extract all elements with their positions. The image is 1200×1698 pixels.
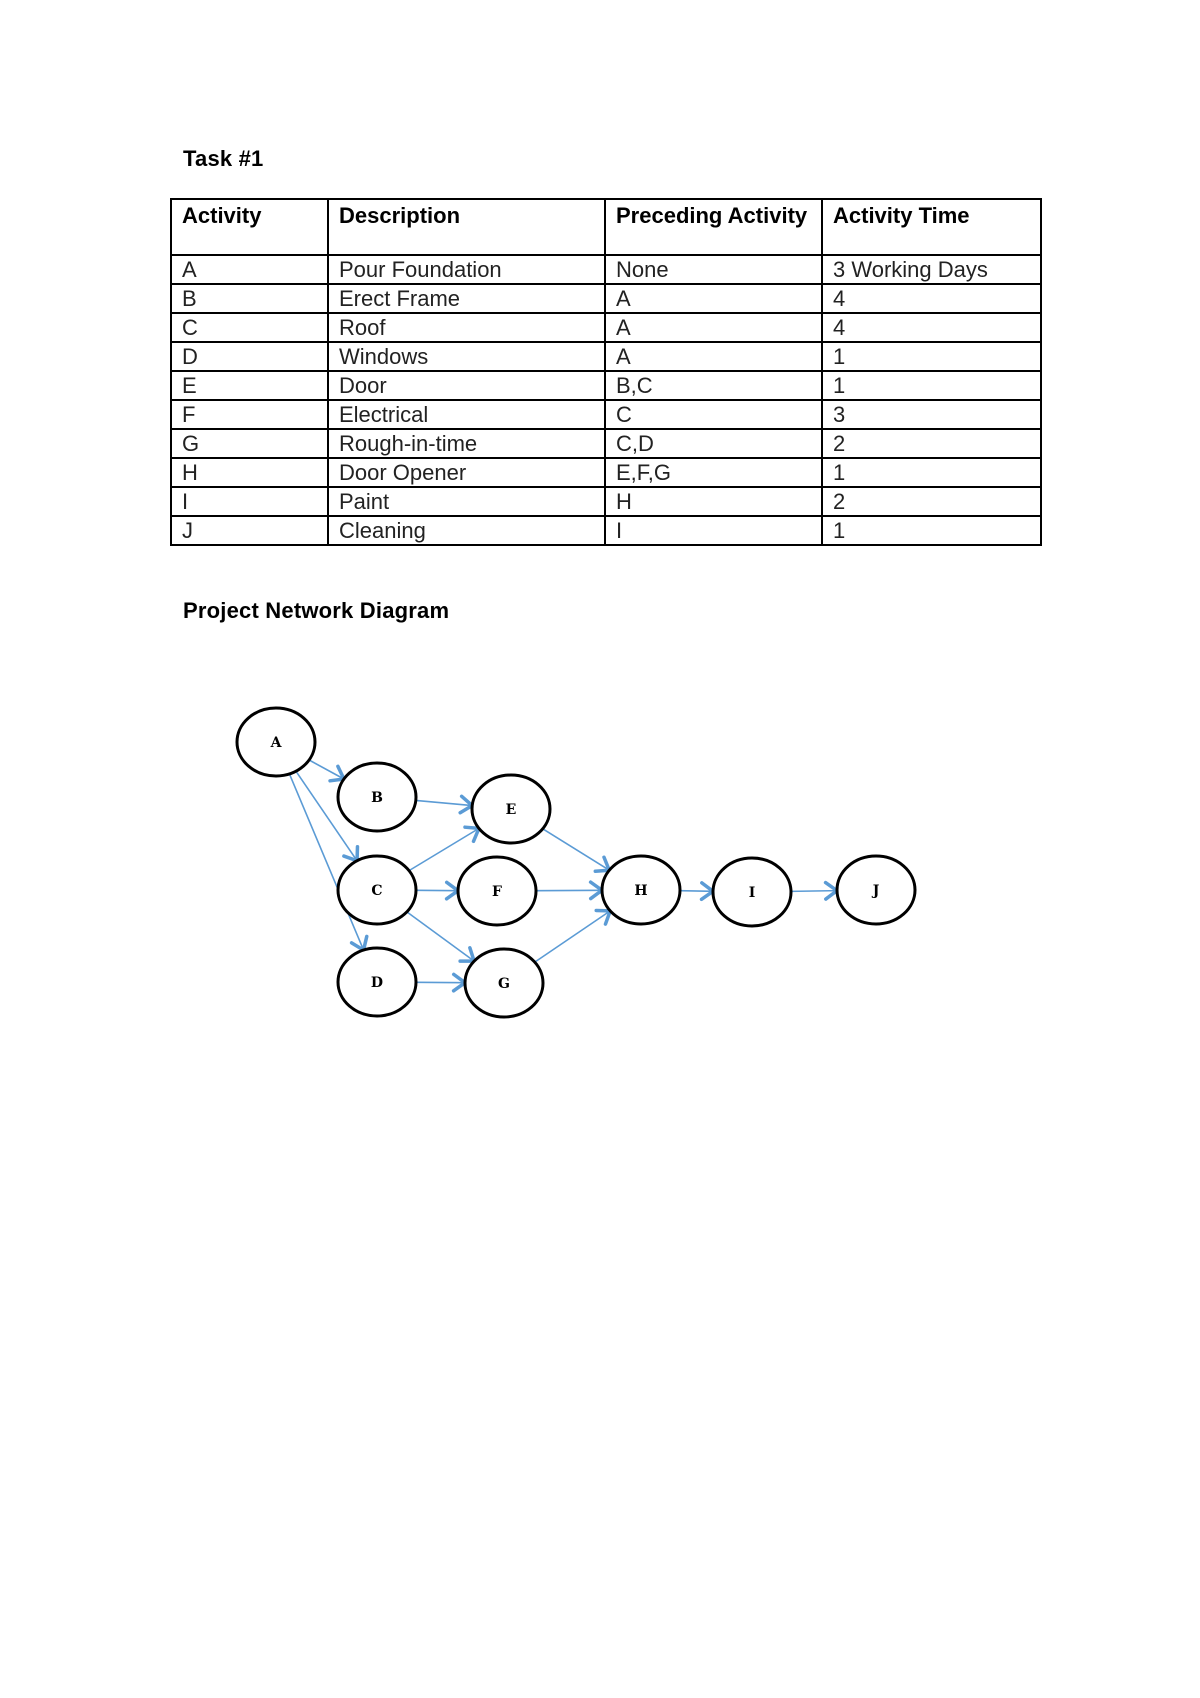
cell-description: Door Opener xyxy=(328,458,605,487)
diagram-heading: Project Network Diagram xyxy=(183,598,450,623)
edge-a-b xyxy=(309,760,344,781)
arrowhead xyxy=(330,766,344,780)
header-preceding-activity: Preceding Activity xyxy=(605,199,822,255)
cell-description: Windows xyxy=(328,342,605,371)
node-label: I xyxy=(748,885,756,901)
cell-activity: C xyxy=(171,313,328,342)
cell-time: 4 xyxy=(822,313,1041,342)
cell-time: 1 xyxy=(822,516,1041,545)
cell-activity: E xyxy=(171,371,328,400)
cell-time: 2 xyxy=(822,429,1041,458)
cell-description: Electrical xyxy=(328,400,605,429)
cell-activity: D xyxy=(171,342,328,371)
node-label: D xyxy=(370,975,384,991)
node-j xyxy=(837,856,915,924)
edge-line xyxy=(791,891,837,892)
edge-line xyxy=(409,828,479,870)
cell-description: Door xyxy=(328,371,605,400)
node-e xyxy=(472,775,550,843)
cell-time: 3 Working Days xyxy=(822,255,1041,284)
cell-activity: B xyxy=(171,284,328,313)
cell-activity: I xyxy=(171,487,328,516)
edge-d-g xyxy=(416,974,465,990)
cell-description: Roof xyxy=(328,313,605,342)
arrowhead xyxy=(465,827,479,841)
node-label: B xyxy=(371,790,383,806)
cell-preceding: B,C xyxy=(605,371,822,400)
edge-f-h xyxy=(536,882,602,898)
node-d xyxy=(338,948,416,1016)
edge-line xyxy=(535,911,610,962)
edge-i-j xyxy=(791,883,837,899)
header-activity: Activity xyxy=(171,199,328,255)
edge-b-e xyxy=(416,796,472,812)
edge-e-h xyxy=(543,829,610,871)
cell-time: 1 xyxy=(822,371,1041,400)
cell-activity: G xyxy=(171,429,328,458)
cell-time: 1 xyxy=(822,458,1041,487)
node-c xyxy=(338,856,416,924)
edge-line xyxy=(416,800,472,805)
edge-line xyxy=(680,891,713,892)
cell-preceding: A xyxy=(605,342,822,371)
arrowhead xyxy=(460,948,474,961)
cell-preceding: C xyxy=(605,400,822,429)
cell-preceding: A xyxy=(605,284,822,313)
cell-description: Cleaning xyxy=(328,516,605,545)
node-label: F xyxy=(492,884,502,900)
node-g xyxy=(465,949,543,1017)
cell-time: 4 xyxy=(822,284,1041,313)
node-h xyxy=(602,856,680,924)
cell-activity: H xyxy=(171,458,328,487)
cell-activity: A xyxy=(171,255,328,284)
cell-preceding: C,D xyxy=(605,429,822,458)
arrowhead xyxy=(596,910,610,924)
cell-preceding: A xyxy=(605,313,822,342)
cell-time: 1 xyxy=(822,342,1041,371)
cell-description: Pour Foundation xyxy=(328,255,605,284)
node-f xyxy=(458,857,536,925)
cell-preceding: H xyxy=(605,487,822,516)
header-activity-time: Activity Time xyxy=(822,199,1041,255)
node-label: E xyxy=(505,802,517,818)
node-label: C xyxy=(371,883,383,899)
node-label: A xyxy=(270,735,282,751)
edge-c-g xyxy=(407,912,474,961)
cell-description: Rough-in-time xyxy=(328,429,605,458)
edge-h-i xyxy=(680,883,713,899)
cell-time: 3 xyxy=(822,400,1041,429)
node-label: G xyxy=(498,976,510,992)
cell-activity: J xyxy=(171,516,328,545)
cell-preceding: E,F,G xyxy=(605,458,822,487)
cell-description: Paint xyxy=(328,487,605,516)
task-heading: Task #1 xyxy=(183,146,264,171)
node-label: J xyxy=(872,883,880,899)
edge-line xyxy=(543,829,610,870)
cell-activity: F xyxy=(171,400,328,429)
node-label: H xyxy=(634,883,648,899)
edge-g-h xyxy=(535,910,610,962)
node-b xyxy=(338,763,416,831)
node-i xyxy=(713,858,791,926)
cell-preceding: None xyxy=(605,255,822,284)
cell-description: Erect Frame xyxy=(328,284,605,313)
edge-c-f xyxy=(416,882,458,898)
node-a xyxy=(237,708,315,776)
cell-preceding: I xyxy=(605,516,822,545)
arrowhead xyxy=(595,857,609,871)
cell-time: 2 xyxy=(822,487,1041,516)
edge-c-e xyxy=(409,827,479,870)
edge-line xyxy=(407,912,474,961)
header-description: Description xyxy=(328,199,605,255)
nodes xyxy=(237,708,915,1017)
arrowhead xyxy=(344,847,358,861)
